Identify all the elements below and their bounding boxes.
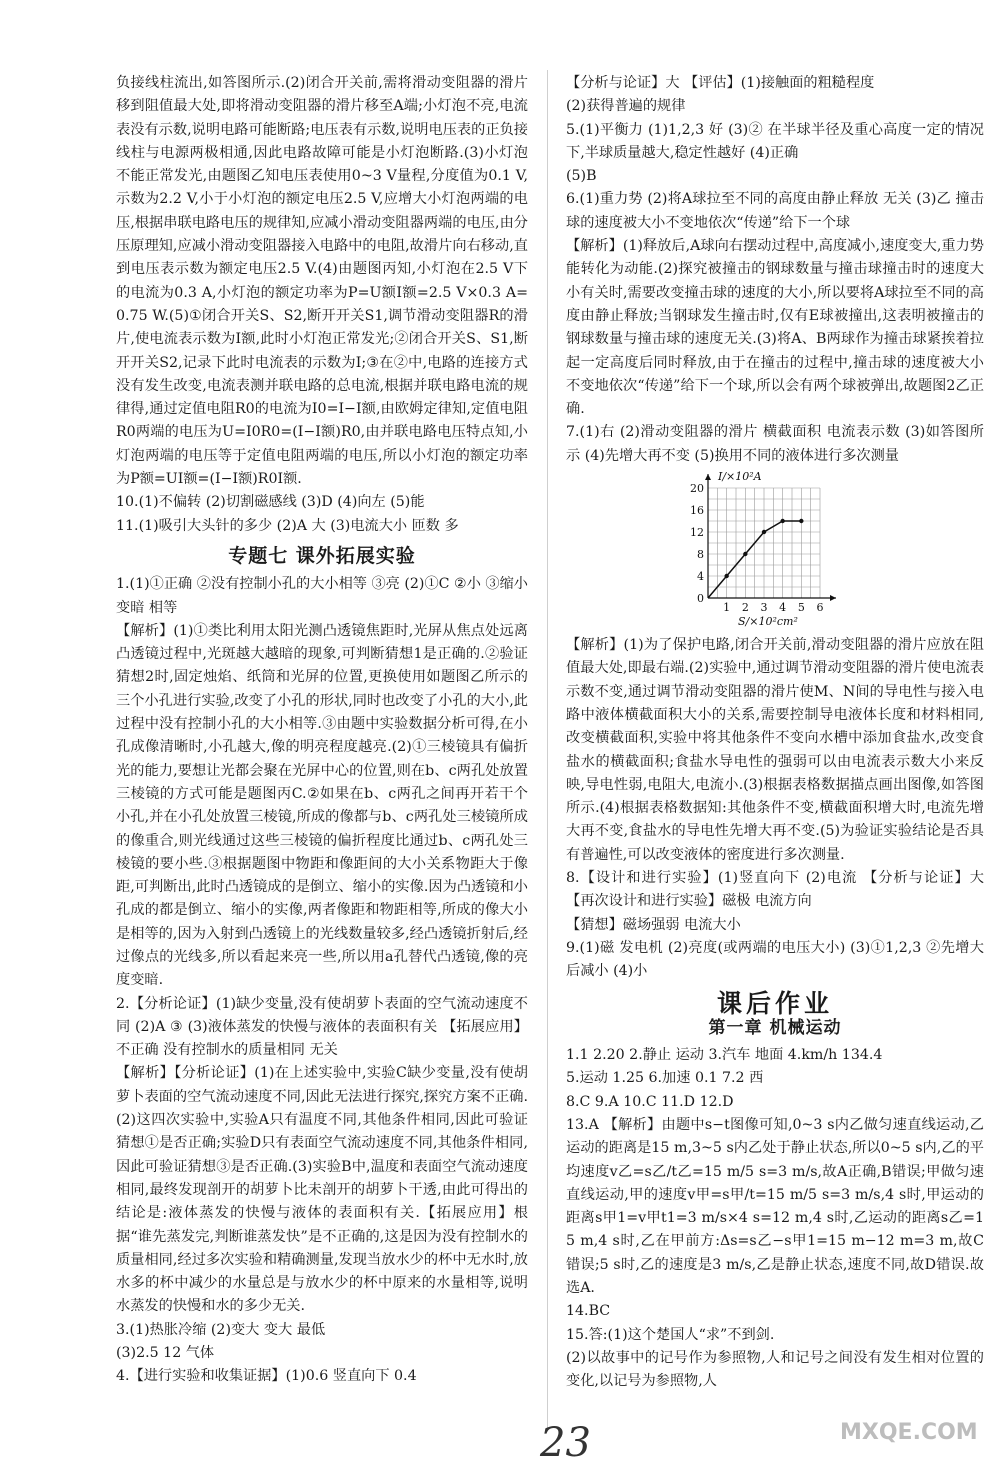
y-tick-label: 0: [697, 592, 704, 606]
answer-11: 11.(1)吸引大头针的多少 (2)A 大 (3)电流大小 匝数 多: [116, 517, 459, 534]
answers-8-12: 8.C 9.A 10.C 11.D 12.D: [566, 1093, 734, 1110]
answer-3: 3.(1)热胀冷缩 (2)变大 变大 最低: [116, 1321, 326, 1338]
answers-1-4: 1.1 2.20 2.静止 运动 3.汽车 地面 4.km/h 134.4: [566, 1047, 883, 1064]
page-number: 23: [540, 1420, 591, 1466]
data-point: [799, 519, 803, 523]
answer-2: 2.【分析论证】(1)缺少变量,没有使胡萝卜表面的空气流动速度不同 (2)A ③ (3)液体蒸发的快慢与液体的表面积有关 【拓展应用】不正确 没有控制水的质量相同 无关: [116, 995, 528, 1059]
right-column: [566, 72, 984, 1394]
analysis-7: 【解析】(1)为了保护电路,闭合开关前,滑动变阻器的滑片应放在阻值最大处,即最右端.(2)实验中,通过调节滑动变阻器的滑片使电流表示数不变,通过调节滑动变阻器的滑片使M、N间的导电性与接入电路中液体横截面积大小的关系,需要控制导电液体长度和材料相同,改变横截面积,实验中将其他条件不变向水槽中添加食盐水,改变食盐水的横截面积;食盐水导电性的强弱可以由电流表示数大小来反映,导电性弱,电阻大,电流小.(3)根据表格数据描点画出图像,如答图所示.(4)根据表格数据知:其他条件不变,横截面积增大时,电流先增大再不变,食盐水的导电性先增大再不变.(5)为验证实验结论是否具有普遍性,可以改变液体的密度进行多次测量.: [566, 637, 984, 863]
answer-15b: (2)以故事中的记号作为参照物,人和记号之间没有发生相对位置的变化,以记号为参照物,人: [566, 1349, 984, 1390]
answer-6: 6.(1)重力势 (2)将A球拉至不同的高度由静止释放 无关 (3)乙 撞击球的速度被大小不变地依次“传递”给下一个球: [566, 191, 984, 231]
analysis-6: 【解析】(1)释放后,A球向右摆动过程中,高度减小,速度变大,重力势能转化为动能.(2)探究被撞击的钢球数量与撞击球撞击时的速度大小有关时,需要改变撞击球的速度的大小,所以要将A球拉至不同的高度由静止释放;当钢球发生撞击时,仅有E球被撞出,这表明被撞击的钢球数量与撞击球的速度无关.(3)将A、B两球作为撞击球紧挨着拉起一定高度后同时释放,由于在撞击的过程中,撞击球的速度被大小不变地依次“传递”给下一个球,所以会有两个球被弹出,故题图2乙正确.: [566, 238, 984, 418]
analysis-1: 【解析】(1)①类比利用太阳光测凸透镜焦距时,光屏从焦点处远离凸透镜过程中,光斑越大越暗的现象,可判断猜想1是正确的.②验证猜想2时,固定烛焰、纸筒和光屏的位置,更换使用如题图乙所示的三个小孔进行实验,改变了小孔的形状,同时也改变了小孔的大小,此过程中没有控制小孔的大小相等.③由题中实验数据分析可得,在小孔成像清晰时,小孔越大,像的明亮程度越亮.(2)①三棱镜具有偏折光的能力,要想让光都会聚在光屏中心的位置,则在b、c两孔处放置三棱镜的方式可能是题图丙C.②如果在b、c两孔之间再开若干个小孔,并在小孔处放置三棱镜,所成的像都与b、c两孔处三棱镜所成的像重合,则光线通过这些三棱镜的偏折程度比通过b、c两孔处三棱镜的要小些.③根据题图中物距和像距间的大小关系物距大于像距,可判断出,此时凸透镜成的是倒立、缩小的实像.因为凸透镜和小孔成的都是倒立、缩小的实像,两者像距和物距相等,所成的像大小是相等的,因为入射到凸透镜上的光线数量较多,经凸透镜折射后,经过像点的光线多,所以看起来亮一些,所以用a孔替代凸透镜,像的亮度变暗.: [116, 622, 528, 989]
y-axis-label: I/×10²A: [718, 470, 762, 484]
answer-15: 15.答:(1)这个楚国人“求”不到剑.: [566, 1326, 775, 1343]
x-tick-label: 5: [797, 601, 805, 615]
answer-8b: 【猜想】磁场强弱 电流大小: [566, 916, 741, 933]
data-point: [724, 574, 728, 578]
answers-5-7: 5.运动 1.25 6.加速 0.1 7.2 西: [566, 1070, 764, 1087]
homework-heading: 课后作业: [716, 988, 833, 1018]
graph-svg: [686, 470, 846, 628]
analysis-2: 【解析】【分析论证】(1)在上述实验中,实验C缺少变量,没有使胡萝卜表面的空气流动速度不同,因此无法进行探究,探究方案不正确.(2)这四次实验中,实验A只有温度不同,其他条件相同,因此可验证猜想①是否正确;实验D只有表面空气流动速度不同,其他条件相同,因此可验证猜想③是否正确.(3)实验B中,温度和表面空气流动速度相同,最终发现剖开的胡萝卜比未剖开的胡萝卜干透,由此可得出的结论是:液体蒸发的快慢与液体的表面积有关.【拓展应用】根据“谁先蒸发完,判断谁蒸发快”是不正确的,这是因为没有控制水的质量相同,经过多次实验和精确测量,发现当放水少的杯中无水时,放水多的杯中减少的水量总是与放水少的杯中原来的水量相等,说明水蒸发的快慢和水的多少无关.: [116, 1065, 528, 1315]
answer-4: 4.【进行实验和收集证据】(1)0.6 竖直向下 0.4: [116, 1368, 417, 1385]
answer-7: 7.(1)右 (2)滑动变阻器的滑片 横截面积 电流表示数 (3)如答图所示 (4)先增大再不变 (5)换用不同的液体进行多次测量: [566, 424, 984, 464]
x-tick-label: 1: [723, 601, 731, 615]
x-tick-label: 2: [741, 601, 749, 615]
y-tick-label: 4: [697, 570, 704, 584]
x-tick-label: 3: [760, 601, 768, 615]
answer-3b: (3)2.5 12 气体: [116, 1345, 215, 1362]
answer-5: 5.(1)平衡力 (1)1,2,3 好 (3)② 在半球半径及重心高度一定的情况下,半球质量越大,稳定性越好 (4)正确: [566, 121, 984, 161]
answer-analysis-eval: 【分析与论证】大 【评估】(1)接触面的粗糙程度: [566, 75, 875, 91]
answer-1: 1.(1)①正确 ②没有控制小孔的大小相等 ③亮 (2)①C ②小 ③缩小 变暗 相等: [116, 576, 528, 616]
current-area-graph: [566, 470, 984, 630]
answer-14: 14.BC: [566, 1303, 611, 1320]
y-tick-label: 16: [690, 504, 704, 518]
data-point: [743, 552, 747, 556]
topic-7-heading: 专题七 课外拓展实验: [228, 544, 416, 567]
data-point: [762, 530, 766, 534]
y-tick-label: 8: [697, 548, 704, 562]
answer-5b: (5)B: [566, 168, 597, 185]
x-axis-arrow: [830, 595, 836, 601]
answer-rule: (2)获得普遍的规律: [566, 98, 686, 115]
answer-9: 9.(1)磁 发电机 (2)亮度(或两端的电压大小) (3)①1,2,3 ②先增大后减小 (4)小: [566, 939, 984, 980]
answer-13: 13.A 【解析】由题中s−t图像可知,0~3 s内乙做匀速直线运动,乙运动的距离是15 m,3~5 s内乙处于静止状态,所以0~5 s内,乙的平均速度v乙=s乙/t乙=15 m/5 s=3 m/s,故A正确,B错误;甲做匀速直线运动,甲的速度v甲=s甲/t=15 m/5 s=3 m/s,4 s时,甲运动的距离s甲1=v甲t1=3 m/s×4 s=12 m,4 s时,乙运动的距离s乙=15 m,4 s时,乙在甲前方:Δs=s乙−s甲1=15 m−12 m=3 m,故C错误;5 s时,乙的速度是3 m/s,乙是静止状态,速度不同,故D错误.故选A.: [566, 1116, 984, 1297]
y-tick-label: 20: [690, 482, 704, 496]
column-divider: [547, 70, 548, 1430]
chapter-1-heading: 第一章 机械运动: [708, 1017, 842, 1038]
x-axis-label: S/×10²cm²: [738, 615, 798, 629]
x-tick-label: 6: [816, 601, 824, 615]
data-point: [780, 519, 784, 523]
y-tick-label: 12: [690, 526, 704, 540]
watermark-logo: MXQE.COM: [840, 1420, 978, 1445]
answer-8: 8.【设计和进行实验】(1)竖直向下 (2)电流 【分析与论证】大 【再次设计和进行实验】磁极 电流方向: [566, 870, 984, 910]
left-column: [116, 72, 528, 1389]
x-tick-label: 4: [779, 601, 787, 615]
y-axis-arrow: [705, 474, 711, 480]
answer-10: 10.(1)不偏转 (2)切割磁感线 (3)D (4)向左 (5)能: [116, 494, 425, 511]
intro-answer: 负接线柱流出,如答图所示.(2)闭合开关前,需将滑动变阻器的滑片移到阻值最大处,即将滑动变阻器的滑片移至A端;小灯泡不亮,电流表没有示数,说明电路可能断路;电压表有示数,说明电压表的正负接线柱与电源两极相通,因此电路故障可能是小灯泡断路.(3)小灯泡不能正常发光,由题图乙知电压表使用0~3 V量程,分度值为0.1 V,示数为2.2 V,小于小灯泡的额定电压2.5 V,应增大小灯泡两端的电压,根据串联电路电压的规律知,应减小滑动变阻器两端的电压,由分压原理知,应减小滑动变阻器接入电路中的电阻,故滑片向右移动,直到电压表示数为额定电压2.5 V.(4)由题图丙知,小灯泡在2.5 V下的电流为0.3 A,小灯泡的额定功率为P=U额I额=2.5 V×0.3 A=0.75 W.(5)①闭合开关S、S2,断开开关S1,调节滑动变阻器R的滑片,使电流表示数为I额,此时小灯泡正常发光;②闭合开关S、S1,断开开关S2,记录下此时电流表的示数为I;③在②中,电路的连接方式没有发生改变,电流表测并联电路的总电流,根据并联电路电流的规律得,通过定值电阻R0的电流为I0=I−I额,由欧姆定律知,定值电阻R0两端的电压为U=I0R0=(I−I额)R0,由并联电路电压特点知,小灯泡两端的电压等于定值电阻两端的电压,所以小灯泡的额定功率为P额=UI额=(I−I额)R0I额.: [116, 75, 528, 488]
